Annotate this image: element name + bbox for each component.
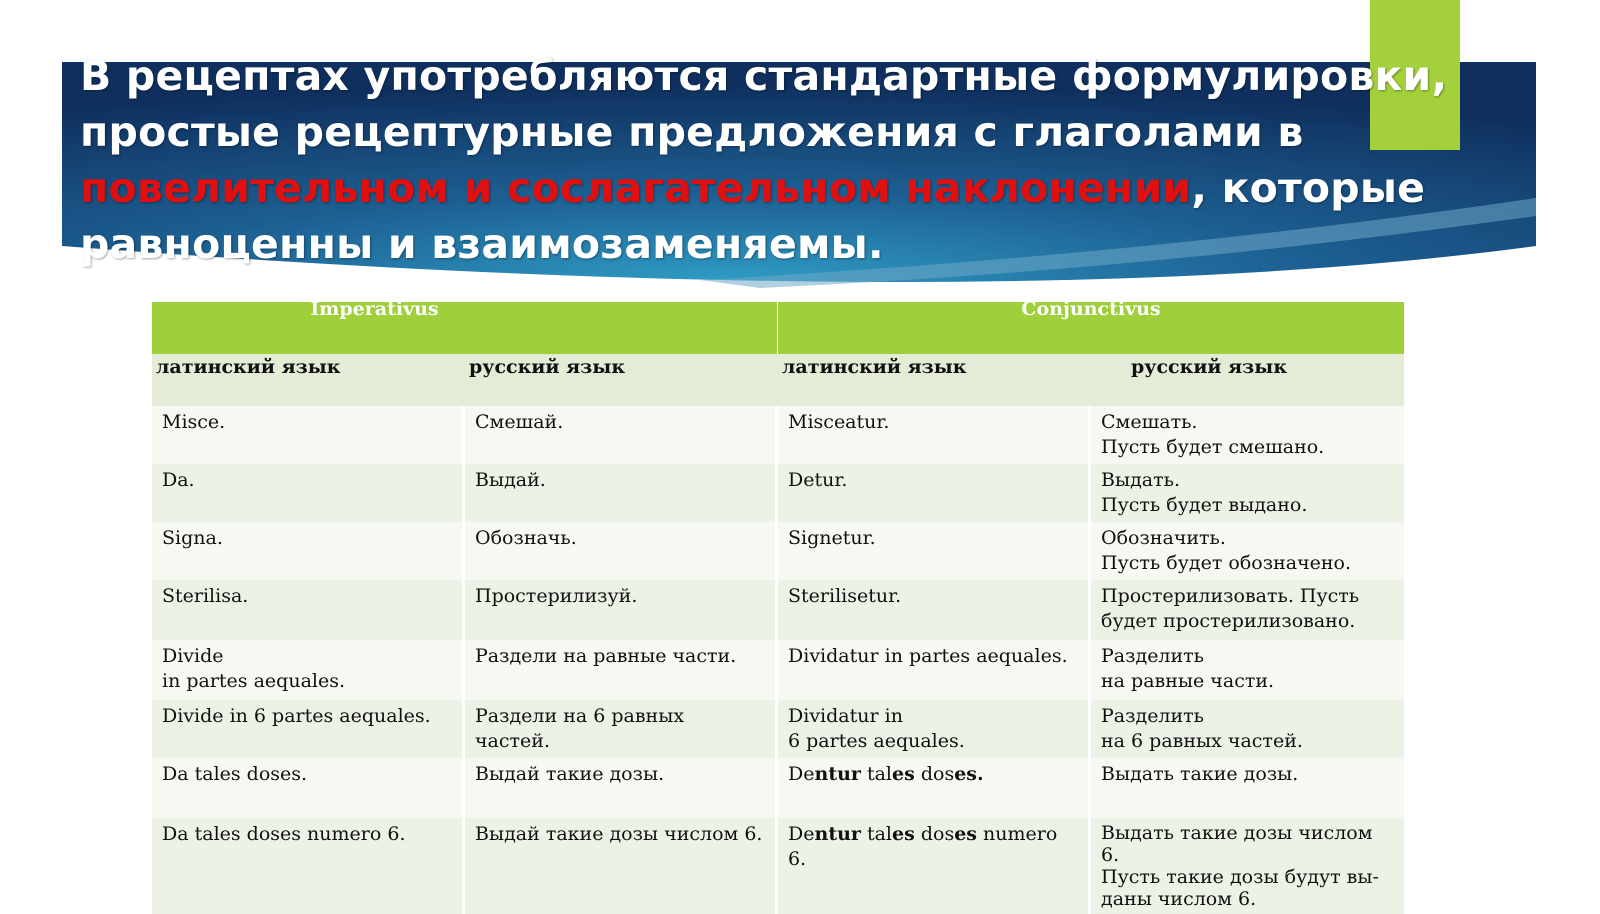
table-row xyxy=(152,640,1404,700)
group-header-imperativus: Imperativus xyxy=(152,302,778,354)
imperative-russian-cell: Выдай такие дозы числом 6. xyxy=(465,818,778,914)
conjunctive-russian-cell: Выдать. Пусть будет выдано. xyxy=(1091,464,1404,522)
imperative-russian-cell: Раздели на 6 равных частей. xyxy=(465,700,778,758)
slide-title: В рецептах употребляются стандартные формулировки, простые рецептурные предложения с глаголами в повелительном и сослагательном наклонении, которые равноценны и взаимозаменяемы. xyxy=(80,52,1448,268)
conjunctive-latin-cell: Misceatur. xyxy=(778,406,1091,464)
table-row xyxy=(152,464,1404,522)
conjunctive-russian-cell: Смешать. Пусть будет смешано. xyxy=(1091,406,1404,464)
imperative-russian-cell: Обозначь. xyxy=(465,522,778,580)
conjunctive-latin-cell: Detur. xyxy=(778,464,1091,522)
table-row xyxy=(152,406,1404,464)
imperative-latin-cell: Da. xyxy=(152,464,465,522)
table-row xyxy=(152,580,1404,640)
conjunctive-russian-cell: Выдать такие дозы. xyxy=(1091,758,1404,818)
imperative-latin-cell: Da tales doses. xyxy=(152,758,465,818)
imperative-russian-cell: Выдай такие дозы. xyxy=(465,758,778,818)
imperative-latin-cell: Divide in 6 partes aequales. xyxy=(152,700,465,758)
table-row xyxy=(152,700,1404,758)
imperative-latin-cell: Signa. xyxy=(152,522,465,580)
column-header: русский язык xyxy=(1091,354,1404,406)
imperative-latin-cell: Divide in partes aequales. xyxy=(152,640,465,700)
conjunctive-latin-cell: Dividatur in partes aequales. xyxy=(778,640,1091,700)
column-header: латинский язык xyxy=(152,354,465,406)
column-header: латинский язык xyxy=(778,354,1091,406)
conjunctive-russian-cell: Разделить на равные части. xyxy=(1091,640,1404,700)
conjunctive-latin-cell: Dentur tales doses numero 6. xyxy=(778,818,1091,914)
imperative-russian-cell: Смешай. xyxy=(465,406,778,464)
conjunctive-latin-cell: Dividatur in 6 partes aequales. xyxy=(778,700,1091,758)
verb-mood-table xyxy=(152,298,1404,914)
imperative-russian-cell: Выдай. xyxy=(465,464,778,522)
imperative-russian-cell: Раздели на равные части. xyxy=(465,640,778,700)
table-row xyxy=(152,522,1404,580)
column-header: русский язык xyxy=(465,354,778,406)
group-header-conjunctivus: Conjunctivus xyxy=(778,302,1404,354)
table-row xyxy=(152,758,1404,818)
conjunctive-russian-cell: Выдать такие дозы числом 6. Пусть такие дозы будут вы- даны числом 6. xyxy=(1091,818,1404,914)
table-row xyxy=(152,818,1404,914)
conjunctive-latin-cell: Sterilisetur. xyxy=(778,580,1091,640)
conjunctive-latin-cell: Signetur. xyxy=(778,522,1091,580)
conjunctive-russian-cell: Разделить на 6 равных частей. xyxy=(1091,700,1404,758)
imperative-latin-cell: Misce. xyxy=(152,406,465,464)
imperative-latin-cell: Da tales doses numero 6. xyxy=(152,818,465,914)
conjunctive-russian-cell: Обозначить. Пусть будет обозначено. xyxy=(1091,522,1404,580)
conjunctive-russian-cell: Простерилизовать. Пусть будет простерилизовано. xyxy=(1091,580,1404,640)
imperative-latin-cell: Sterilisa. xyxy=(152,580,465,640)
imperative-russian-cell: Простерилизуй. xyxy=(465,580,778,640)
title-highlight: повелительном и сослагательном наклонении xyxy=(80,164,1192,212)
conjunctive-latin-cell: Dentur tales doses. xyxy=(778,758,1091,818)
